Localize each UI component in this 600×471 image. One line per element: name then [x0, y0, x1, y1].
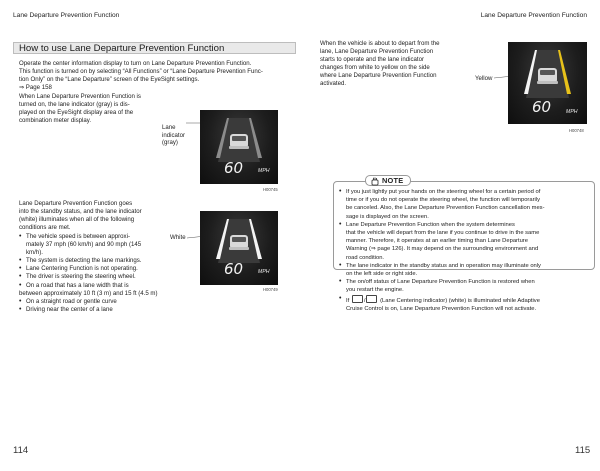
text-line: time or if you do not operate the steering wheel, the function will temporarily [346, 197, 540, 204]
section-heading [13, 42, 296, 54]
depart-paragraph [320, 40, 460, 89]
text-line: combination meter display. [19, 117, 92, 125]
text-line: (white) illuminates when all of the following [19, 216, 135, 224]
callout-line: Lane [162, 124, 176, 131]
figure2-callout: White [170, 234, 186, 241]
text-run: / [363, 297, 366, 304]
intro-paragraph [19, 60, 301, 92]
text-line: that the vehicle will depart from the lane if you continue to drive in the same [346, 230, 540, 237]
text-line: manner. Therefore, it operates at an earlier timing than Lane Departure [346, 238, 528, 245]
speed-unit: MPH [258, 269, 270, 275]
gray-indicator-paragraph [19, 93, 154, 125]
text-line: sage is displayed on the screen. [346, 213, 429, 220]
text-line: conditions are met. [19, 224, 71, 232]
text-line: • The vehicle speed is between approxi- [26, 233, 130, 240]
callout-line: indicator [162, 131, 186, 139]
figure1-display [200, 110, 278, 184]
text-line [346, 295, 593, 305]
callout-line: (gray) [162, 139, 178, 146]
figure2-code: H00749 [263, 287, 278, 292]
speed-readout: 60 [224, 260, 244, 278]
figure3-code: H00748 [569, 128, 584, 133]
text-line: starts to operate and the lane indicator [320, 56, 424, 64]
note-list [339, 188, 593, 313]
text-line: • On a straight road or gentle curve [26, 297, 117, 305]
condition-item [19, 298, 289, 306]
text-line: • The on/off status of Lane Departure Prevention Function is restored when [346, 279, 535, 286]
intro-line: tion Only” on the “Lane Departure” screen of the EyeSight settings. [19, 76, 200, 84]
text-line: be canceled. Also, the Lane Departure Prevention Function cancellation mes- [346, 205, 545, 212]
note-item [339, 262, 593, 278]
text-line: played on the EyeSight display area of the [19, 109, 134, 117]
text-line: km/h). [26, 249, 43, 257]
text-line: road condition. [346, 254, 385, 261]
figure2-display [200, 211, 278, 285]
text-line: on the left side or right side. [346, 271, 418, 278]
lane-centering-icon-b [363, 295, 377, 304]
section-title: How to use Lane Departure Prevention Function [19, 43, 225, 54]
speed-unit: MPH [258, 168, 270, 174]
text-line: • On a road that has a lane width that is [26, 281, 129, 289]
text-line: • The system is detecting the lane markings. [26, 257, 142, 265]
condition-item [19, 306, 289, 314]
page-reference: ⇒ Page 158 [19, 84, 52, 92]
intro-line: This function is turned on by selecting “All Functions” or “Lane Departure Prevention Func- [19, 68, 263, 76]
text-line: turned on, the lane indicator (gray) is dis- [19, 101, 130, 109]
text-line: • If you just lightly put your hands on the steering wheel for a certain period of [346, 189, 541, 195]
note-item [339, 188, 593, 221]
text-line: activated. [320, 80, 347, 88]
text-run: (Lane Centering indicator) (white) is illuminated while Adaptive [380, 297, 540, 304]
text-line: • The lane indicator in the standby status and in operation may illuminate only [346, 262, 541, 269]
page-number-right: 115 [575, 445, 591, 456]
text-line: • Driving near the center of a lane [26, 305, 113, 313]
figure3-display [508, 42, 587, 124]
text-line: you restart the engine. [346, 287, 404, 294]
running-head-left: Lane Departure Prevention Function [13, 12, 120, 19]
condition-item [19, 233, 158, 257]
intro-line: Operate the center information display to turn on Lane Departure Prevention Function. [19, 60, 252, 67]
text-line: • Lane Centering Function is not operating. [26, 265, 138, 273]
text-line: • The driver is steering the steering wheel. [26, 273, 136, 281]
text-line: into the standby status, and the lane indicator [19, 208, 142, 216]
note-hand-icon [370, 177, 380, 186]
text-line: between approximately 10 ft (3 m) and 15 ft (4.5 m) [19, 289, 158, 297]
figure3-callout: Yellow [475, 75, 493, 82]
white-indicator-paragraph [19, 200, 159, 232]
figure1-code: H00745 [263, 187, 278, 192]
speed-readout: 60 [532, 98, 552, 116]
note-title: NOTE [382, 176, 404, 185]
lane-centering-icon-a [352, 295, 363, 303]
text-line: changes from white to yellow on the side [320, 64, 430, 72]
page-number-left: 114 [13, 445, 29, 456]
text-line: When Lane Departure Prevention Function is [19, 93, 141, 100]
running-head-right: Lane Departure Prevention Function [480, 12, 587, 19]
text-line: Cruise Control is on, Lane Departure Prevention Function will not activate. [346, 305, 537, 312]
text-line: Warning (⇒ page 126). It may depend on the surrounding environment and [346, 246, 539, 253]
note-item [339, 295, 593, 313]
note-item [339, 221, 593, 262]
text-line: When the vehicle is about to depart from the [320, 40, 440, 47]
text-run: If [346, 297, 350, 304]
text-line: lane, Lane Departure Prevention Function [320, 48, 434, 56]
note-tab [365, 175, 411, 186]
text-line: mately 37 mph (60 km/h) and 90 mph (145 [26, 241, 142, 249]
speed-unit: MPH [566, 109, 578, 115]
text-line: • Lane Departure Prevention Function when the system determines [346, 221, 515, 228]
text-line: Lane Departure Prevention Function goes [19, 200, 133, 207]
speed-readout: 60 [224, 159, 244, 177]
text-line: where Lane Departure Prevention Function [320, 72, 437, 80]
note-item [339, 278, 593, 294]
